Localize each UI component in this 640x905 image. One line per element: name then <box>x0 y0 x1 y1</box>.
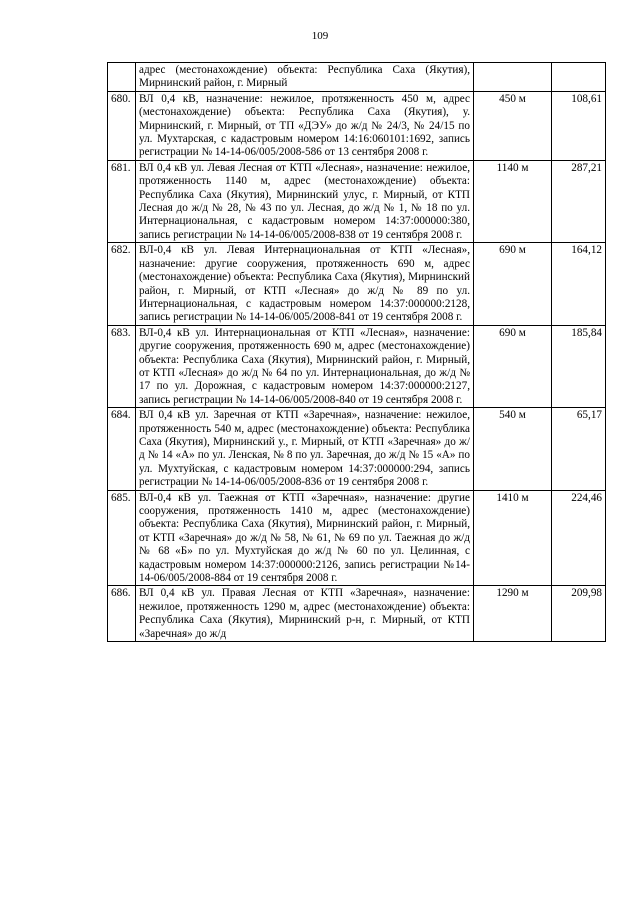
object-value: 164,12 <box>552 243 606 325</box>
table-row <box>108 91 606 160</box>
table-row <box>108 160 606 242</box>
row-number: 686. <box>108 586 136 642</box>
object-length: 690 м <box>474 243 552 325</box>
row-number: 684. <box>108 408 136 490</box>
table-row <box>108 490 606 586</box>
object-description: ВЛ 0,4 кВ, назначение: нежилое, протяженность 450 м, адрес (местонахождение) объекта: Республика Саха (Якутия), у. Мирнинский, г. Мирный, от ТП «ДЭУ» до ж/д № 24/3, № 24/15 по ул. Мухтарская, с кадастровым номером 14:16:060101:1692, запись регистрации № 14-14-06/005/2008-586 от 13 сентября 2008 г. <box>136 91 474 160</box>
object-value: 65,17 <box>552 408 606 490</box>
table-row <box>108 325 606 407</box>
object-value: 287,21 <box>552 160 606 242</box>
object-description: ВЛ 0,4 кВ ул. Правая Лесная от КТП «Заречная», назначение: нежилое, протяженность 1290 м, адрес (местонахождение) объекта: Республика Саха (Якутия), Мирнинский р-н, г. Мирный, от КТП «Заречная» до ж/д <box>136 586 474 642</box>
object-description: адрес (местонахождение) объекта: Республика Саха (Якутия), Мирнинский район, г. Мирный <box>136 63 474 92</box>
row-number: 680. <box>108 91 136 160</box>
row-number: 682. <box>108 243 136 325</box>
page-number: 109 <box>311 30 329 42</box>
table-row <box>108 408 606 490</box>
object-length: 450 м <box>474 91 552 160</box>
row-number: 683. <box>108 325 136 407</box>
object-length <box>474 63 552 92</box>
object-description: ВЛ-0,4 кВ ул. Интернациональная от КТП «Лесная», назначение: другие сооружения, протяженность 690 м, адрес (местонахождение) объекта: Республика Саха (Якутия), Мирнинский район, г. Мирный, от КТП «Лесная» до ж/д № 64 по ул. Интернациональная, до ж/д № 17 по ул. Дорожная, с кадастровым номером 14:37:000000:2127, запись регистрации № 14-14-06/005/2008-840 от 19 сентября 2008 г. <box>136 325 474 407</box>
object-description: ВЛ 0,4 кВ ул. Левая Лесная от КТП «Лесная», назначение: нежилое, протяженность 1140 м, адрес (местонахождение) объекта: Республика Саха (Якутия), Мирнинский улус, г. Мирный, от КТП Лесная до ж/д № 28, № 43 по ул. Лесная, до ж/д № 1, № 18 по ул. Интернациональная, с кадастровым номером 14:37:000000:380, запись регистрации № 14-14-06/005/2008-838 от 19 сентября 2008 г. <box>136 160 474 242</box>
object-value: 224,46 <box>552 490 606 586</box>
object-description: ВЛ 0,4 кВ ул. Заречная от КТП «Заречная», назначение: нежилое, протяженность 540 м, адрес (местонахождение) объекта: Республика Саха (Якутия), Мирнинский у., г. Мирный, от КТП «Заречная» до ж/д № 14 «А» по ул. Ленская, № 8 по ул. Заречная, до ж/д № 15 «А» по ул. Мухтуйская, с кадастровым номером 14:37:000000:294, запись регистрации № 14-14-06/005/2008-836 от 19 сентября 2008 г. <box>136 408 474 490</box>
property-registry-table <box>107 62 606 642</box>
table-row <box>108 243 606 325</box>
object-length: 1140 м <box>474 160 552 242</box>
object-length: 540 м <box>474 408 552 490</box>
object-value <box>552 63 606 92</box>
object-value: 108,61 <box>552 91 606 160</box>
row-number: 685. <box>108 490 136 586</box>
object-length: 690 м <box>474 325 552 407</box>
object-description: ВЛ-0,4 кВ ул. Таежная от КТП «Заречная», назначение: другие сооружения, протяженность 1410 м, адрес (местонахождение) объекта: Республика Саха (Якутия), Мирнинский район, г. Мирный, от КТП «Заречная» до ж/д № 58, № 61, № 69 по ул. Таежная до ж/д № 68 «Б» по ул. Мухтуйская до ж/д № 60 по ул. Целинная, с кадастровым номером 14:37:000000:2126, запись регистрации №14-14-06/005/2008-884 от 19 сентября 2008 г. <box>136 490 474 586</box>
object-value: 185,84 <box>552 325 606 407</box>
table-row <box>108 586 606 642</box>
object-value: 209,98 <box>552 586 606 642</box>
row-number <box>108 63 136 92</box>
row-number: 681. <box>108 160 136 242</box>
object-description: ВЛ-0,4 кВ ул. Левая Интернациональная от КТП «Лесная», назначение: другие сооружения, протяженность 690 м, адрес (местонахождение) объекта: Республика Саха (Якутия), Мирнинский район, г. Мирный, от КТП «Лесная» до ж/д № 89 по ул. Интернациональная, с кадастровым номером 14:37:000000:2128, запись регистрации № 14-14-06/005/2008-841 от 19 сентября 2008 г. <box>136 243 474 325</box>
table-row <box>108 63 606 92</box>
object-length: 1410 м <box>474 490 552 586</box>
object-length: 1290 м <box>474 586 552 642</box>
